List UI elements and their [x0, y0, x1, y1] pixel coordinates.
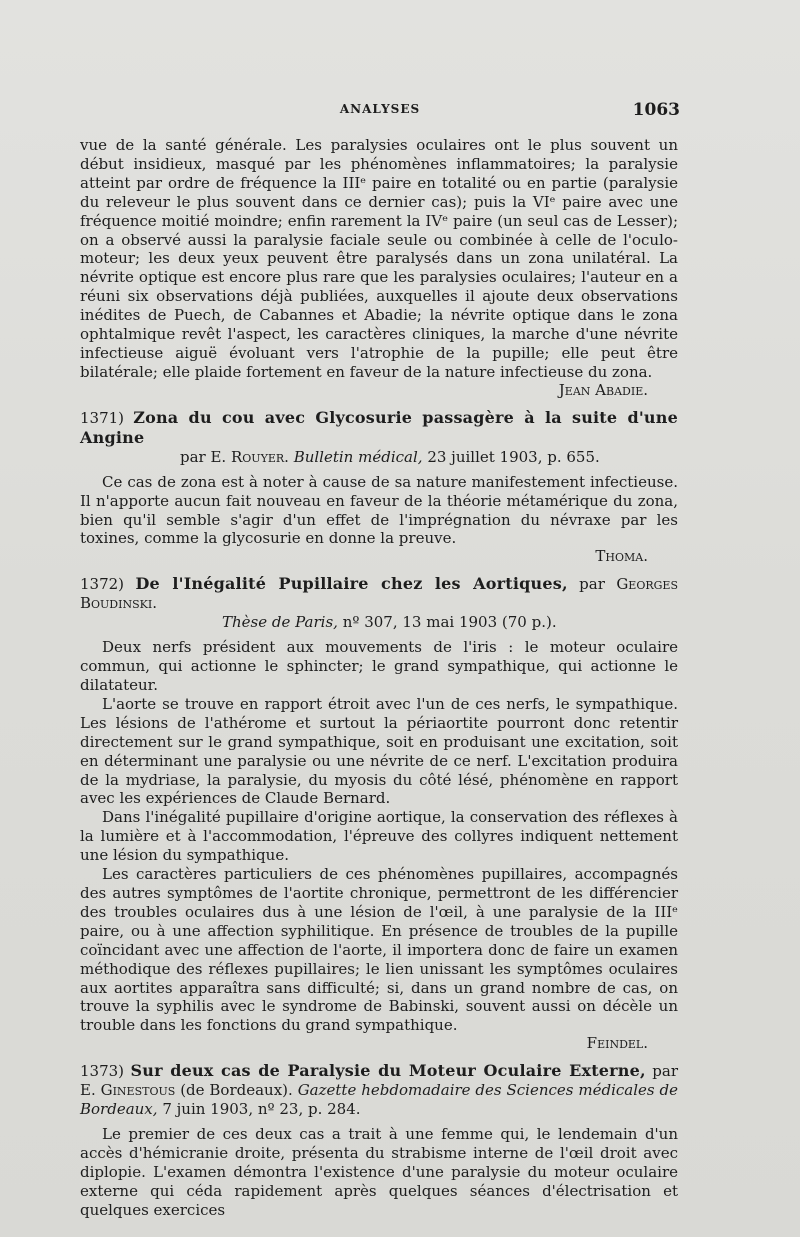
article-signature: Feindel.: [586, 1034, 648, 1053]
article-paragraph: Les caractères particuliers de ces phénomènes pupillaires, accompagnés des autres symptômes de l'aortite chronique, permettront de les différencier des troubles oculaires dus à une lésion de l'œil, à une paralysie de la IIIᵉ paire, ou à une affection syphilitique. En présence de troubles de la pupille coïncidant avec une affection de l'aorte, il importera donc de faire un examen méthodique des réflexes pupillaires; le lien unissant les symptômes oculaires aux aortites apparaîtra sans difficulté; si, dans un grand nombre de cas, on trouve la syphilis avec le syndrome de Babinski, souvent aussi on décèle un trouble dans les fonctions du grand sympathique.: [80, 865, 678, 1035]
article-title: Zona du cou avec Glycosurie passagère à la suite d'une Angine: [80, 407, 678, 447]
article-number: 1371): [80, 408, 125, 427]
article-number: 1373): [80, 1062, 125, 1081]
article-signature: Thoma.: [595, 547, 648, 566]
author-prefix: par E.: [180, 447, 227, 466]
article-details: 23 juillet 1903, p. 655.: [427, 447, 600, 466]
article-1372: [80, 574, 678, 1053]
author-prefix: par E.: [80, 1062, 678, 1100]
article-title: De l'Inégalité Pupillaire chez les Aortiques,: [135, 574, 568, 594]
intro-signature: Jean Abadie.: [558, 380, 648, 399]
article-paragraph: Ce cas de zona est à noter à cause de sa nature manifestement infectieuse. Il n'apporte aucun fait nouveau en faveur de la théorie métamérique du zona, bien qu'il semble s'agir d'un effet de l'imprégnation du névraxe par les toxines, comme la glycosurie en donne la preuve.: [80, 472, 678, 548]
article-1373: [80, 1061, 678, 1220]
article-author: Georges Boudinski.: [80, 575, 678, 613]
article-source: Thèse de Paris,: [222, 613, 338, 632]
intro-paragraph: vue de la santé générale. Les paralysies oculaires ont le plus souvent un début insidieux, masqué par les phénomènes inflammatoires; la paralysie atteint par ordre de fréquence la IIIᵉ paire en totalité ou en partie (paralysie du releveur le plus souvent dans ce dernier cas); puis la VIᵉ paire avec une fréquence moitié moindre; enfin rarement la IVᵉ paire (un seul cas de Lesser); on a observé aussi la paralysie faciale seule ou combinée à celle de l'oculo-moteur; les deux yeux peuvent être paralysés dans un zona unilatéral. La névrite optique est encore plus rare que les paralysies oculaires; l'auteur en a réuni six observations déjà publiées, auxquelles il ajoute deux observations inédites de Puech, de Cabannes et Abadie; la névrite optique dans le zona ophtalmique revêt l'aspect, les caractères cliniques, la marche d'une névrite infectieuse aiguë évoluant vers l'atrophie de la pupille; elle peut être bilatérale; elle plaide fortement en faveur de la nature infectieuse du zona.: [80, 136, 678, 381]
running-head: ANALYSES: [339, 102, 421, 116]
author-prefix: par: [579, 575, 605, 594]
article-body: [80, 136, 678, 1220]
article-paragraph: Dans l'inégalité pupillaire d'origine aortique, la conservation des réflexes à la lumière et à l'accommodation, l'épreuve des collyres indiquent nettement une lésion du sympathique.: [80, 808, 678, 865]
article-source: Gazette hebdomadaire des Sciences médicales de Bordeaux,: [80, 1081, 678, 1119]
article-author: Ginestous: [100, 1081, 176, 1100]
article-heading: [80, 408, 678, 467]
article-paragraph: Le premier de ces deux cas a trait à une femme qui, le lendemain d'un accès d'hémicranie droite, présenta du strabisme interne de l'œil droit avec diplopie. L'examen démontra l'existence d'une paralysie du moteur oculaire externe qui céda rapidement après quelques séances d'électrisation et quelques exercices: [80, 1125, 678, 1219]
page-number: 1063: [632, 100, 680, 120]
article-source: Bulletin médical,: [293, 447, 423, 466]
article-citation: [80, 448, 600, 466]
article-paragraph: L'aorte se trouve en rapport étroit avec l'un de ces nerfs, le sympathique. Les lésions de l'athérome et surtout la périaortite pourront donc retentir directement sur le grand sympathique, soit en produisant une excitation, soit en déterminant une paralysie ou une névrite de ce nerf. L'excitation produira de la mydriase, la paralysie, du myosis du côté lésé, phénomène en rapport avec les expériences de Claude Bernard.: [80, 694, 678, 808]
article-author: Rouyer.: [230, 447, 289, 466]
article-details: 7 juin 1903, nº 23, p. 284.: [162, 1100, 361, 1119]
author-suffix: (de Bordeaux).: [180, 1081, 293, 1100]
article-paragraph: Deux nerfs président aux mouvements de l'iris : le moteur oculaire commun, qui actionne le sphincter; le grand sympathique, qui actionne le dilatateur.: [80, 638, 678, 695]
article-heading: [80, 574, 678, 632]
article-1371: [80, 408, 678, 567]
article-title: Sur deux cas de Paralysie du Moteur Oculaire Externe,: [130, 1061, 646, 1081]
article-citation: [80, 613, 557, 631]
article-details: nº 307, 13 mai 1903 (70 p.).: [342, 613, 557, 632]
article-heading: [80, 1061, 678, 1119]
page-header: [80, 102, 680, 122]
article-number: 1372): [80, 575, 125, 594]
